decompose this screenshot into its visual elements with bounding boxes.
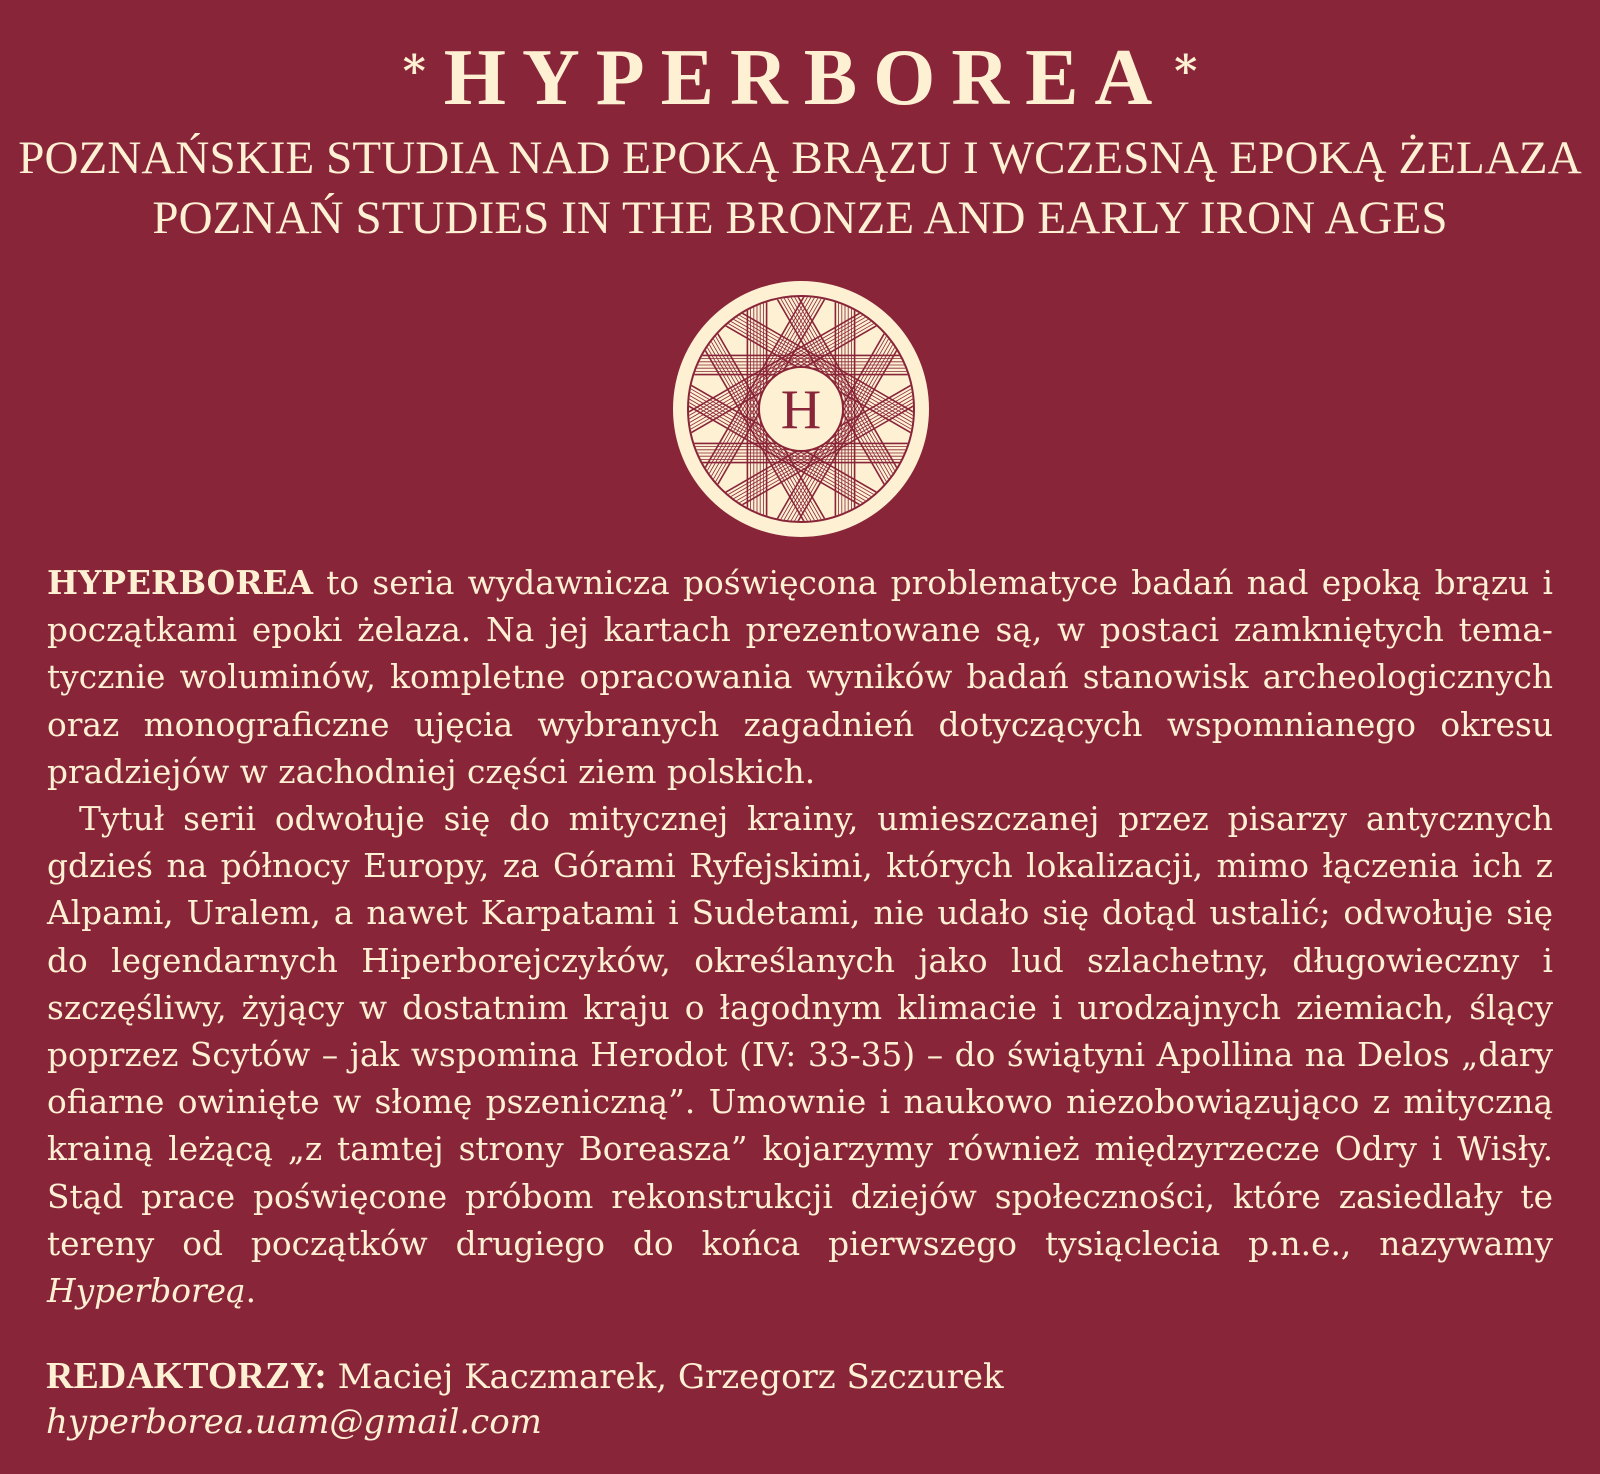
header: [0, 28, 1600, 248]
emblem-letter: H: [780, 379, 822, 441]
title-row: [0, 28, 1600, 128]
series-description: [47, 559, 1553, 1315]
description-paragraph-2-end: .: [245, 1272, 257, 1311]
editors-line: [46, 1353, 1004, 1400]
asterisk-left-icon: *: [402, 46, 426, 97]
series-name-italic: Hyperboreą: [47, 1272, 246, 1311]
series-name-strong: HYPERBOREA: [47, 563, 313, 602]
subtitle-polish: POZNAŃSKIE STUDIA NAD EPOKĄ BRĄZU I WCZESNĄ EPOKĄ ŻELAZA: [18, 132, 1582, 184]
description-paragraph-2-text: Tytuł serii odwołuje się do mitycznej krainy, umieszczanej przez pisarzy antycznych gdzieś na północy Europy, za Górami Ryfejskimi, których lokalizacji, mimo łączenia ich z Alpami, Uralem, a nawet Karpatami i Sudetami, nie udało się dotąd ustalić; odwołuje się do legendarnych Hiperborejczyków, określanych jako lud szlachetny, długowieczny i szczęśliwy, żyjący w dostatnim kraju o łagodnym klimacie i urodzajnych ziemiach, ślący poprzez Scytów – jak wspomina Herodot (IV: 33-35) – do świątyni Apollina na Delos „dary ofiarne owinięte w słomę pszeniczną”. Umownie i naukowo niezobowiązująco z mityczną krainą leżącą „z tamtej strony Boreasza” kojarzymy również międzyrzecze Odry i Wisły. Stąd prace poświęcone próbom rekonstrukcji dziejów społeczności, które zasiedlały te tereny od początków drugiego do końca pierwszego tysiąclecia p.n.e., nazywamy: [47, 800, 1553, 1263]
description-paragraph-2: [47, 796, 1553, 1315]
editors-names: Maciej Kaczmarek, Grzegorz Szczurek: [326, 1357, 1004, 1397]
description-paragraph-1-text: to seria wydawnicza poświęcona problematyce badań nad epoką brązu i początkami epoki żelaza. Na jej kartach prezentowane są, w postaci zamkniętych tematycznie woluminów, kompletne opracowania wyników badań stanowisk archeologicznych oraz monograficzne ujęcia wybranych zagadnień dotyczących wspomnianego okresu pradziejów w zachodniej części ziem polskich.: [47, 564, 1553, 791]
asterisk-right-icon: *: [1174, 46, 1198, 97]
subtitle-english: POZNAŃ STUDIES IN THE BRONZE AND EARLY IRON AGES: [152, 192, 1448, 244]
description-paragraph-1: [47, 559, 1553, 796]
series-title: HYPERBOREA: [443, 34, 1169, 122]
contact-email: hyperborea.uam@gmail.com: [46, 1402, 542, 1442]
star-compass-emblem-icon: [672, 280, 930, 538]
editors-label: REDAKTORZY:: [46, 1355, 327, 1397]
